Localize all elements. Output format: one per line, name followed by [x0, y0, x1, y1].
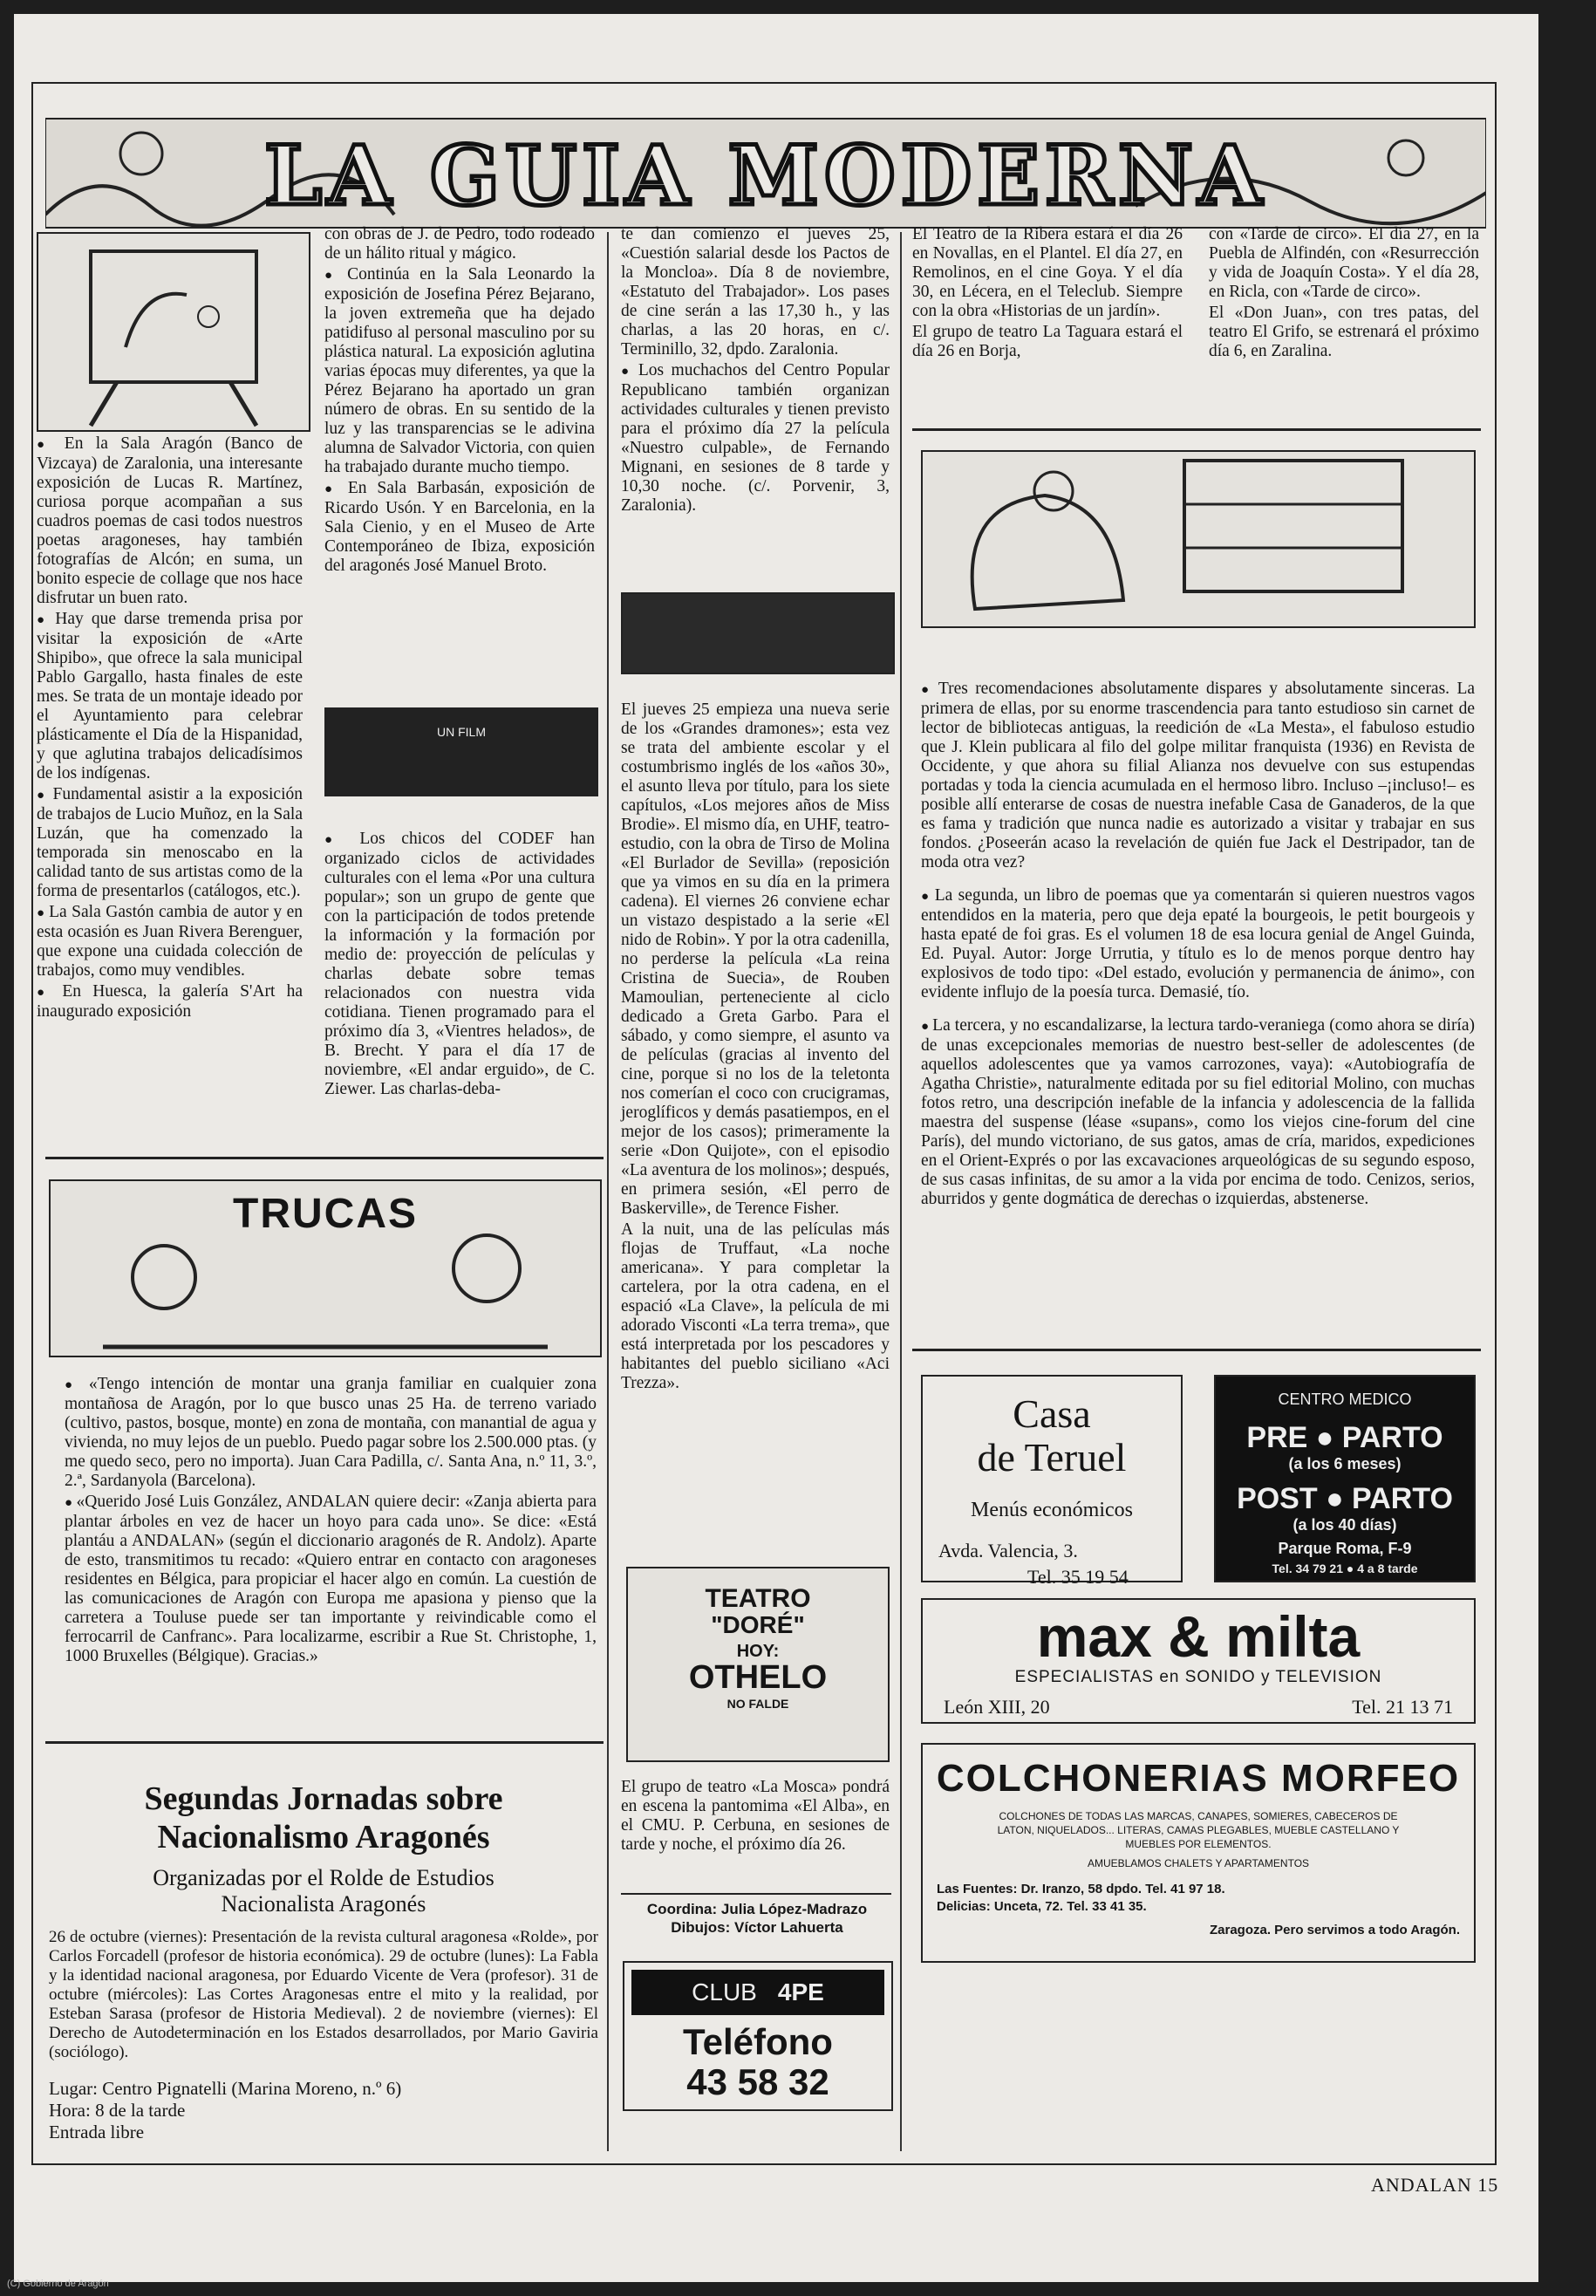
masthead-title: LA GUIA MODERNA: [264, 128, 1267, 224]
casa-teruel-ad: [921, 1375, 1183, 1588]
poster-line: "DORÉ": [711, 1611, 805, 1638]
trucas-paragraph: ● «Tengo intención de montar una granja familiar en cualquier zona montañosa de Aragón, por lo que busco unas 25 Ha. de terreno variado (cultivo, pastos, bosque, monte) en zona de montaña, con manantial de agua y vivienda, no muy lejos de un pueblo. Puedo pagar sobre los 2.500.000 ptas. (y me quedo seco, pero no importa). Juan Cara Padilla, c/. Santa Ana, n.º 11, 3.º, 2.ª, Sardanyola (Barcelona).: [65, 1375, 597, 1491]
books-paragraph: ● La segunda, un libro de poemas que ya comentarán si quieren nuestros vagos entendidos en la materia, pero que deja epaté la bourgeois, le petit bourgeois y hasta epaté de foi gras. Es el volumen 18 de esa locura genial de Angel Guinda, Ed. Puyal. Autor: Jorge Urrutia, y título es lo de menos porque dentro hay explosivos de todo tipo: «Del estado, evolución y permanencia de ánimo», con evidente influjo de la poesía turca. Demasié, tío.: [921, 886, 1475, 1002]
theatre-paragraph: El Teatro de la Ribera estará el día 26 en Novallas, en el Plantel. El día 27, en Remolinos, en el cine Goya. Y el día 30, en Lécera, en el Teleclub. Siempre con la obra «Historias de un jardín».: [912, 225, 1183, 320]
reclining-figure-illustration: [621, 592, 895, 674]
club-brand: 4PE: [777, 1978, 824, 2006]
books-paragraph: ● Tres recomendaciones absolutamente dispares y absolutamente sinceras. La primera de ellas, por su enorme trascendencia para tanto estudioso sin carnet de lector de bibliotecas antiguas, la reedición de «La Mesta», el fabuloso estudio que J. Klein publicara al filo del golpe militar franquista (1936) en Revista de Occidente, y que ahora su filial Alianza nos devuelve con sus estupendas portadas y toda la ciencia acumulada en el hermoso libro. Incluso –¡incluso!– es posible allí enterarse de cosas de nuestra inefable Casa de Ganaderos, de la que es fama y tradición que nunca nadie es autorizado a visitar y trabajar en sus fondos. ¿Poseerán acaso la revelación de quién fue Jack el Destripador, tan de moda otra vez?: [921, 680, 1475, 872]
jornadas-entry: Entrada libre: [49, 2122, 145, 2142]
art-paragraph: ● En Huesca, la galería S'Art ha inaugurado exposición: [37, 982, 303, 1022]
medico-tel: Tel. 34 79 21 ● 4 a 8 tarde: [1272, 1561, 1418, 1575]
column-art-2: [324, 225, 595, 577]
column-theatre: [621, 1778, 890, 1856]
divider: [45, 1741, 604, 1744]
column-cine: [324, 830, 595, 1101]
copyright-credit: (C) Gobierno de Aragón: [7, 2279, 109, 2289]
easel-illustration: [37, 232, 310, 432]
column-theatre-3: [1209, 225, 1479, 363]
poster-line: TEATRO: [705, 1584, 811, 1613]
max-tag: ESPECIALISTAS en SONIDO y TELEVISION: [1014, 1668, 1382, 1686]
art-paragraph: con obras de J. de Pedro, todo rodeado de un hálito ritual y mágico.: [324, 225, 595, 263]
theatre-paragraph: El grupo de teatro La Taguara estará el día 26 en Borja,: [912, 323, 1183, 360]
cine-paragraph: ● Los chicos del CODEF han organizado ciclos de actividades culturales con el lema «Por una cultura popular»; son un grupo de gente que con la participación de todos pretende la información y la formación por medio de: proyección de películas y charlas debate sobre temas relacionados con nuestra vida cotidiana. Tienen programado para el próximo día 3, «Vientres helados», de B. Brecht. Y para el día 17 de noviembre, «El andar erguido», de C. Ziewer. Las charlas-deba-: [324, 830, 595, 1099]
trucas-paragraph: ● «Querido José Luis González, ANDALAN quiere decir: «Zanja abierta para plantar árboles en vez de hacer un hoyo para cada uno». Se dice: «Está plantáu a ANDALAN» (según el diccionario aragonés de R. Andolz). Aparte de esto, transmitimos tu recado: «Quiero entrar en contacto con aragoneses residentes en Bélgica, para propiciar el hacer algo en común. La cuestión de las comunicaciones de Aragón con Europa me apasiona y pienso que la carretera a Touluse puede ser tan importante y reivindicable como el ferrocarril de Canfranc». Para localizarme, escribir a Rue St. Christophe, 1, 1000 Bruxelles (Bélgique). Gracias.»: [65, 1493, 597, 1666]
theatre-paragraph: El «Don Juan», con tres patas, del teatro El Grifo, se estrenará el próximo día 6, en Zaralina.: [1209, 304, 1479, 360]
tv-paragraph: A la nuit, una de las películas más flojas de Truffaut, «La noche americana». Y para completar la cartelera, por la otra cadena, en el espació «La Clave», la película de mi adorado Visconti «La terra trema», que está interpretada por los pescadores y habitantes del pueblo siciliano «Aci Trezza».: [621, 1220, 890, 1392]
column-rule: [900, 232, 902, 2151]
jornadas-place: Lugar: Centro Pignatelli (Marina Moreno, n.º 6): [49, 2078, 402, 2099]
divider: [912, 428, 1481, 431]
column-rule: [607, 232, 609, 2151]
film-illustration: [324, 707, 598, 796]
column-trucas: [65, 1375, 597, 1668]
tv-paragraph: El jueves 25 empieza una nueva serie de los «Grandes dramones»; esta vez se trata del ambiente escolar y el costumbrismo inglés de los «años 30», el asunto lleva por título, para los siete capítulos, «Los mejores años de Miss Brodie». El mismo día, en UHF, teatro-estudio, con la obra de Tirso de Molina «El Burlador de Sevilla» (reposición que ya vimos en su día en la primera cadena). El viernes 26 conviene echar un vistazo despistado a la serie «El nido de Robin». Y por la otra cadenilla, no perderse la película «La reina Cristina de Suecia», de Rouben Mamoulian, perteneciente al ciclo dedicado a Greta Garbo. Para el sábado, y como siempre, el asunto va de películas (gracias al invento del cine, porque si no los de la teletonta nos comerían el coco con crucigramas, jeroglíficos y demás pasatiempos, en el mejor de los casos); primeramente la serie «Don Quijote», con el episodio «La aventura de los molinos»; después, en primera sesión, «El perro de Baskerville», de Terence Fisher.: [621, 700, 890, 1218]
jornadas-subtitle: Nacionalista Aragonés: [221, 1891, 426, 1917]
club-ad: [623, 1961, 893, 2111]
jornadas-title: Nacionalismo Aragonés: [157, 1819, 490, 1855]
divider: [912, 1349, 1481, 1351]
club-phone: 43 58 32: [686, 2061, 829, 2102]
column-theatre-2: [912, 225, 1183, 363]
reader-drawing: [923, 452, 1474, 626]
casa-tag: Menús económicos: [971, 1499, 1133, 1521]
casa-title: de Teruel: [977, 1435, 1127, 1479]
art-paragraph: ● Continúa en la Sala Leonardo la exposición de Josefina Pérez Bejarano, la joven extremeña que ha dejado patidifuso al personal masculino por su plástica natural. La exposición aglutina varias épocas muy diferentes, ya que la Pérez Bejarano ha aportado un gran número de obras. En su sentido de la luz y las transparencias se le adivina alumna de Salvador Victoria, con quien ha trabajado durante mucho tiempo.: [324, 265, 595, 477]
reader-illustration: [921, 450, 1476, 628]
theatre-paragraph: El grupo de teatro «La Mosca» pondrá en escena la pantomima «El Alba», en el CMU. P. Cerbuna, en sesiones de tarde y noche, el próximo día 26.: [621, 1778, 890, 1854]
morfeo-tag: Zaragoza. Pero servimos a todo Aragón.: [1209, 1923, 1460, 1937]
cine-paragraph: te dan comienzo el jueves 25, «Cuestión salarial desde los Pactos de la Moncloa». Día 8 de noviembre, «Estatuto del Trabajador». Los pases de cine serán a las 17,30 h., y las charlas, a las 20 horas, en c/. Terminillo, 32, dpdo. Zaralonia.: [621, 225, 890, 359]
masthead-banner: [45, 110, 1486, 232]
morfeo-line: AMUEBLAMOS CHALETS Y APARTAMENTOS: [1087, 1857, 1310, 1869]
morfeo-line: COLCHONES DE TODAS LAS MARCAS, CANAPES, SOMIERES, CABECEROS DE: [999, 1810, 1398, 1822]
medico-post: POST ● PARTO: [1237, 1482, 1453, 1515]
medico-title: CENTRO MEDICO: [1278, 1391, 1412, 1408]
art-paragraph: ● Fundamental asistir a la exposición de trabajos de Lucio Muñoz, en la Sala Luzán, que ha comenzado la temporada sin menoscabo en la calidad tanto de sus artistas como de la forma de presentarlos (catálogos, etc.).: [37, 785, 303, 901]
jornadas-time: Hora: 8 de la tarde: [49, 2100, 186, 2121]
page-footer: ANDALAN 15: [1371, 2174, 1499, 2196]
casa-tel: Tel. 35 19 54: [1027, 1566, 1129, 1588]
morfeo-line: MUEBLES POR ELEMENTOS.: [1125, 1838, 1272, 1850]
medico-post-sub: (a los 40 días): [1292, 1516, 1397, 1534]
art-paragraph: ● En Sala Barbasán, exposición de Ricardo Usón. Y en Barcelonia, en la Sala Cienio, y en el Museo de Arte Contemporáneo de Ibiza, exposición del aragonés José Manuel Broto.: [324, 479, 595, 576]
divider: [45, 1157, 604, 1159]
trucas-title: TRUCAS: [233, 1191, 418, 1237]
credits-dibujos: Dibujos: Víctor Lahuerta: [671, 1919, 843, 1936]
club-phone-label: Teléfono: [683, 2021, 833, 2062]
credits: [624, 1900, 890, 1937]
column-books: [921, 680, 1475, 1211]
art-paragraph: ● En la Sala Aragón (Banco de Vizcaya) de Zaralonia, una interesante exposición de Lucas R. Martínez, curiosa porque acompañan a sus cuadros poemas de casi todos nuestros poetas aragoneses, hay también fotografías de Alcón; en suma, un bonito especie de collage que nos hace disfrutar un buen rato.: [37, 434, 303, 608]
art-paragraph: ● Hay que darse tremenda prisa por visitar la exposición de «Arte Shipibo», que ofrece la sala municipal Pablo Gargallo, hasta finales de este mes. Se trata de un montaje ideado por el Ayuntamiento para celebrar plásticamente el Día de la Hispanidad, y que aglutina trabajos delicadísimos de los indígenas.: [37, 610, 303, 783]
theatre-poster-illustration: [626, 1567, 890, 1762]
medico-pre: PRE ● PARTO: [1246, 1421, 1443, 1454]
morfeo-addr: Delicias: Unceta, 72. Tel. 33 41 35.: [937, 1899, 1147, 1914]
max-brand: max & milta: [1036, 1604, 1361, 1669]
divider: [621, 1893, 891, 1895]
cine-paragraph: ● Los muchachos del Centro Popular Republicano también organizan actividades culturales y tienen previsto para el próximo día 27 la película «Nuestro culpable», de Fernando Mignani, en sesiones de 8 tarde y 10,30 noche. (c/. Porvenir, 3, Zaralonia).: [621, 361, 890, 516]
poster-line: OTHELO: [688, 1659, 828, 1696]
centro-medico-ad: [1214, 1375, 1476, 1582]
newspaper-page: [14, 14, 1538, 2282]
easel-drawing: [38, 234, 309, 430]
club-name: CLUB: [692, 1978, 757, 2006]
medico-pre-sub: (a los 6 meses): [1288, 1455, 1402, 1473]
column-tv: [621, 700, 890, 1395]
column-cine-2: [621, 225, 890, 517]
credits-coordina: Coordina: Julia López-Madrazo: [646, 1901, 868, 1917]
trucas-illustration: [49, 1179, 602, 1357]
jornadas-body: 26 de octubre (viernes): Presentación de la revista cultural aragonesa «Rolde», por Carlos Forcadell (profesor de historia económica). 29 de octubre (lunes): La Fabla y la identidad nacional aragonesa, por Eduardo Vicente de Vera (profesor). 31 de octubre (miércoles): Las Cortes Aragonesas entre el mito y la realidad, por Esteban Sarasa (profesor de Historia Medieval). 2 de noviembre (viernes): El Derecho de Autodeterminación en los Estados desarrollados, por Mario Gaviria (sociólogo).: [49, 1928, 598, 2061]
max-milta-ad: [921, 1598, 1476, 1724]
club-banner: [631, 1970, 884, 2015]
casa-title: Casa: [1013, 1391, 1091, 1436]
morfeo-ad: [921, 1743, 1476, 1963]
film-label: UN FILM: [437, 725, 486, 739]
max-tel: Tel. 21 13 71: [1352, 1696, 1453, 1718]
jornadas-title: Segundas Jornadas sobre: [144, 1780, 503, 1817]
jornadas-subtitle: Organizadas por el Rolde de Estudios: [153, 1865, 494, 1890]
jornadas-section: [49, 1780, 598, 2143]
morfeo-brand: COLCHONERIAS MORFEO: [936, 1757, 1461, 1800]
books-paragraph: ● La tercera, y no escandalizarse, la lectura tardo-veraniega (como ahora se diría) de unas excepcionales memorias de nuestro best-seller de adolescentes (de aquellos adolescentes que ya vamos carrozones, vaya): «Autobiografía de Agatha Christie», naturalmente editada por su fiel editorial Molino, con muchas fotos retro, una descripción inefable de la infancia y adolescencia de la fallida maestra del suspense (léase «supans», como los viejos cine-forum del cine París), del mundo victoriano, de sus gatos, amas de cría, maridos, expediciones en el Orient-Exprés o por las excavaciones arqueológicas de su segundo esposo, de sus casas infinitas, de su amor a la vida por encima de todo. Cenizos, serios, aburridos y gente dogmática de derechas o izquierdas, abstenerse.: [921, 1016, 1475, 1209]
poster-line: NO FALDE: [726, 1697, 789, 1711]
theatre-paragraph: con «Tarde de circo». El día 27, en la Puebla de Alfindén, con «Resurrección y vida de Joaquín Costa». Y el día 28, en Ricla, con «Tarde de circo».: [1209, 225, 1479, 301]
poster-line: HOY:: [736, 1642, 780, 1661]
morfeo-addr: Las Fuentes: Dr. Iranzo, 58 dpdo. Tel. 41 97 18.: [937, 1882, 1225, 1896]
morfeo-line: LATON, NIQUELADOS... LITERAS, CAMAS PLEGABLES, MUEBLE CASTELLANO Y: [997, 1824, 1400, 1836]
casa-addr: Avda. Valencia, 3.: [938, 1540, 1078, 1561]
column-art-1: [37, 434, 303, 1023]
max-addr: León XIII, 20: [944, 1696, 1050, 1718]
art-paragraph: ● La Sala Gastón cambia de autor y en esta ocasión es Juan Rivera Berenguer, que expone una cuidada colección de trabajos, como muy vendibles.: [37, 903, 303, 981]
medico-addr: Parque Roma, F-9: [1278, 1540, 1412, 1557]
